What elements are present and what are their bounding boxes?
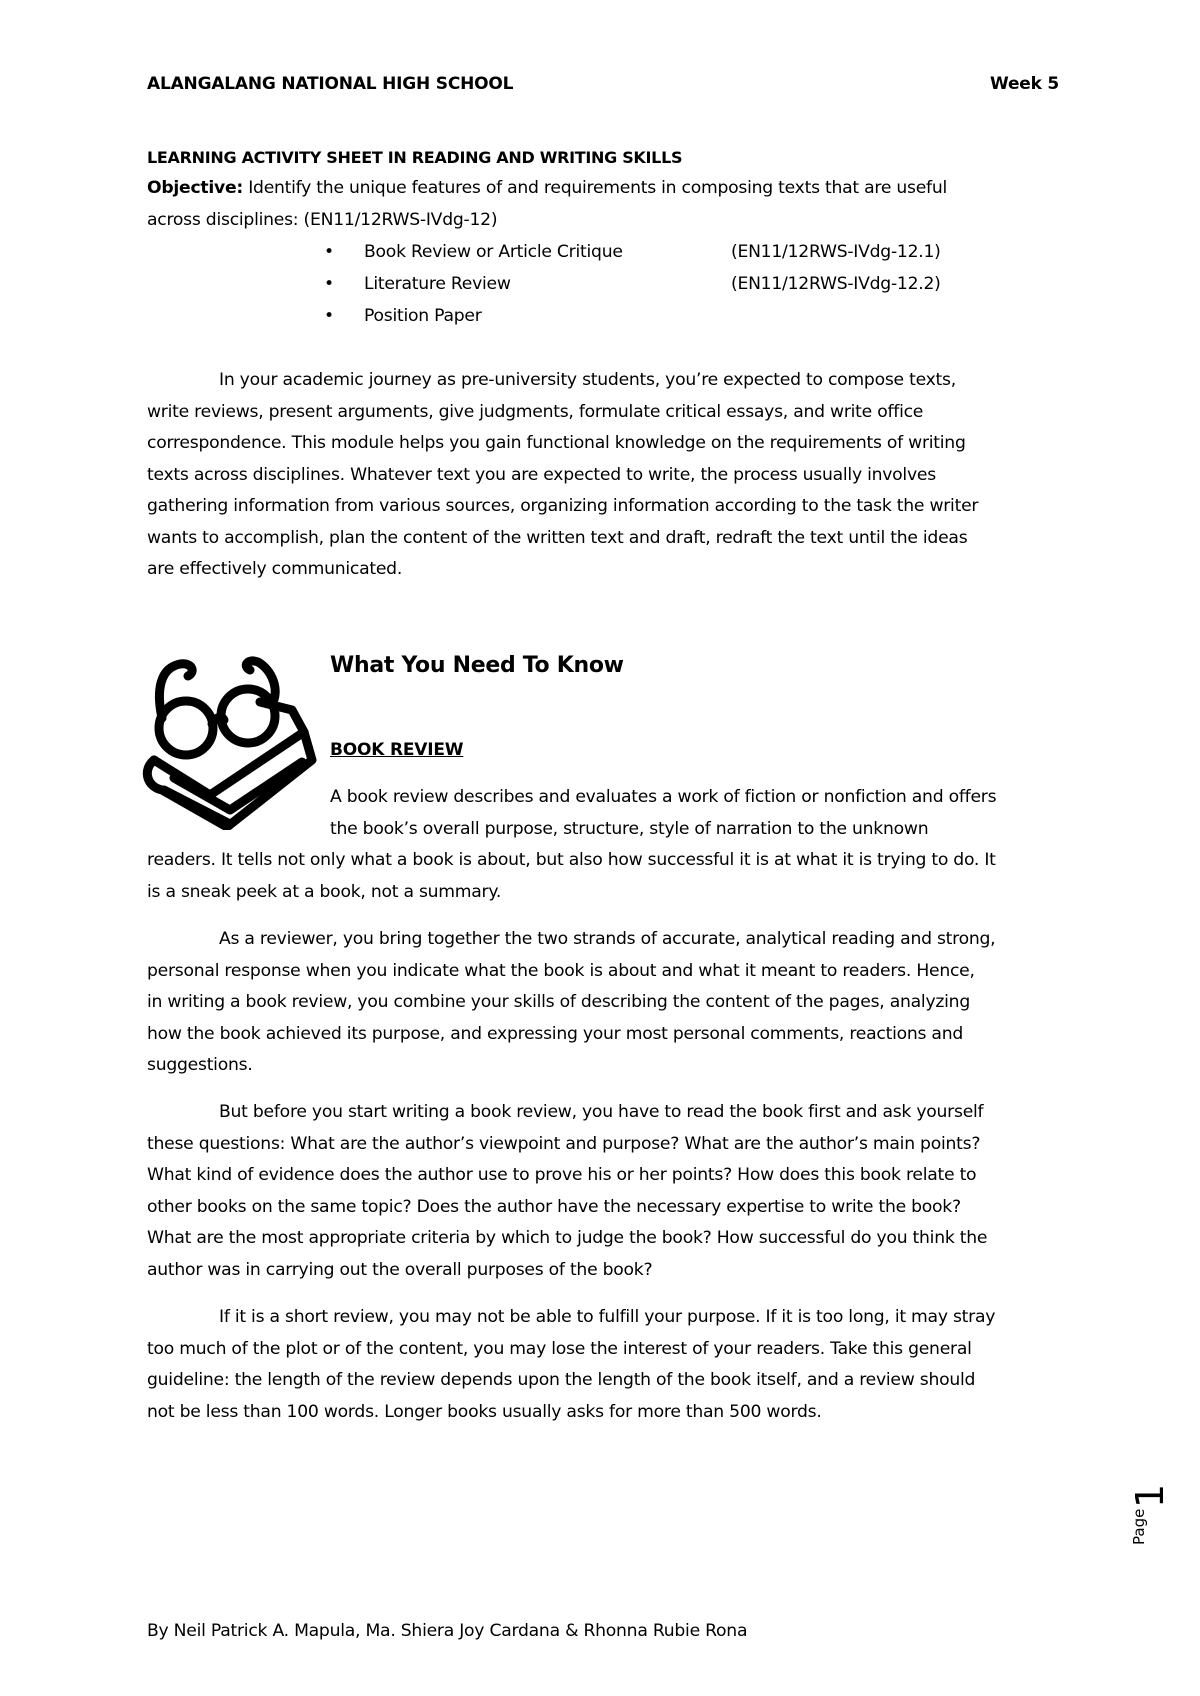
text-line: the book’s overall purpose, structure, style of narration to the unknown [330, 818, 929, 839]
book-review-paragraph-3 [147, 1097, 987, 1286]
school-name: ALANGALANG NATIONAL HIGH SCHOOL [147, 74, 514, 94]
list-item-label: Position Paper [364, 306, 482, 326]
footer-authors: By Neil Patrick A. Mapula, Ma. Shiera Joy Cardana & Rhonna Rubie Rona [147, 1621, 748, 1641]
bullet-icon: • [324, 306, 334, 326]
book-review-paragraph-4 [147, 1302, 995, 1428]
text-line: What kind of evidence does the author use to prove his or her points? How does this book relate to [147, 1165, 977, 1185]
text-line: is a sneak peek at a book, not a summary. [147, 881, 502, 902]
text-line: guideline: the length of the review depends upon the length of the book itself, and a review should [147, 1370, 976, 1390]
objective-text-line2: across disciplines: (EN11/12RWS-IVdg-12) [147, 209, 498, 230]
text-line: write reviews, present arguments, give judgments, formulate critical essays, and write office [147, 401, 924, 422]
list-item-label: Literature Review [364, 274, 511, 294]
list-item [324, 269, 1024, 301]
objective [147, 173, 947, 236]
text-line: wants to accomplish, plan the content of the written text and draft, redraft the text until the ideas [147, 527, 968, 548]
text-line: gathering information from various sources, organizing information according to the task the writer [147, 496, 979, 516]
text-line: how the book achieved its purpose, and expressing your most personal comments, reactions and [147, 1023, 964, 1044]
glasses-on-book-icon [142, 650, 327, 830]
page-label: Page [1130, 1508, 1148, 1545]
objective-label: Objective: [147, 178, 243, 198]
page-number: 1 [1128, 1483, 1172, 1508]
objective-text-line1: Identify the unique features of and requirements in composing texts that are useful [243, 178, 948, 198]
text-line: suggestions. [147, 1055, 253, 1075]
book-review-paragraph-1 [330, 782, 996, 845]
text-line: author was in carrying out the overall purposes of the book? [147, 1259, 653, 1280]
list-item-code: (EN11/12RWS-IVdg-12.2) [731, 274, 941, 294]
text-line: in writing a book review, you combine your skills of describing the content of the pages, analyzing [147, 992, 970, 1012]
text-line: these questions: What are the author’s viewpoint and purpose? What are the author’s main points? [147, 1133, 981, 1154]
bullet-icon: • [324, 274, 334, 294]
text-line: But before you start writing a book review, you have to read the book first and ask yourself [219, 1102, 984, 1122]
book-review-paragraph-2 [147, 924, 995, 1082]
text-line: personal response when you indicate what the book is about and what it meant to readers. Hence, [147, 960, 975, 981]
text-line: too much of the plot or of the content, you may lose the interest of your readers. Take this general [147, 1338, 972, 1359]
section-heading: What You Need To Know [330, 653, 624, 678]
text-line: not be less than 100 words. Longer books usually asks for more than 500 words. [147, 1401, 822, 1422]
text-line: correspondence. This module helps you gain functional knowledge on the requirements of writing [147, 433, 966, 453]
text-line: readers. It tells not only what a book is about, but also how successful it is at what it is trying to do. It [147, 850, 996, 870]
list-item-code: (EN11/12RWS-IVdg-12.1) [731, 242, 941, 262]
text-line: A book review describes and evaluates a work of fiction or nonfiction and offers [330, 787, 997, 807]
text-line: In your academic journey as pre-university students, you’re expected to compose texts, [219, 370, 956, 390]
week-label: Week 5 [990, 74, 1060, 94]
text-line: are effectively communicated. [147, 559, 403, 579]
book-review-paragraph-1-cont [147, 845, 996, 908]
text-line: As a reviewer, you bring together the two strands of accurate, analytical reading and strong, [219, 929, 996, 949]
list-item [324, 237, 1024, 269]
sheet-title: LEARNING ACTIVITY SHEET IN READING AND WRITING SKILLS [147, 148, 683, 167]
list-item [324, 301, 1024, 333]
text-line: texts across disciplines. Whatever text you are expected to write, the process usually involves [147, 464, 936, 485]
competency-list [324, 237, 1024, 337]
list-item-label: Book Review or Article Critique [364, 242, 623, 262]
bullet-icon: • [324, 242, 334, 262]
text-line: If it is a short review, you may not be able to fulfill your purpose. If it is too long, it may stray [219, 1307, 996, 1327]
subheading-book-review: BOOK REVIEW [330, 740, 464, 760]
text-line: What are the most appropriate criteria by which to judge the book? How successful do you think the [147, 1228, 988, 1248]
text-line: other books on the same topic? Does the author have the necessary expertise to write the book? [147, 1196, 961, 1217]
intro-paragraph [147, 365, 978, 586]
